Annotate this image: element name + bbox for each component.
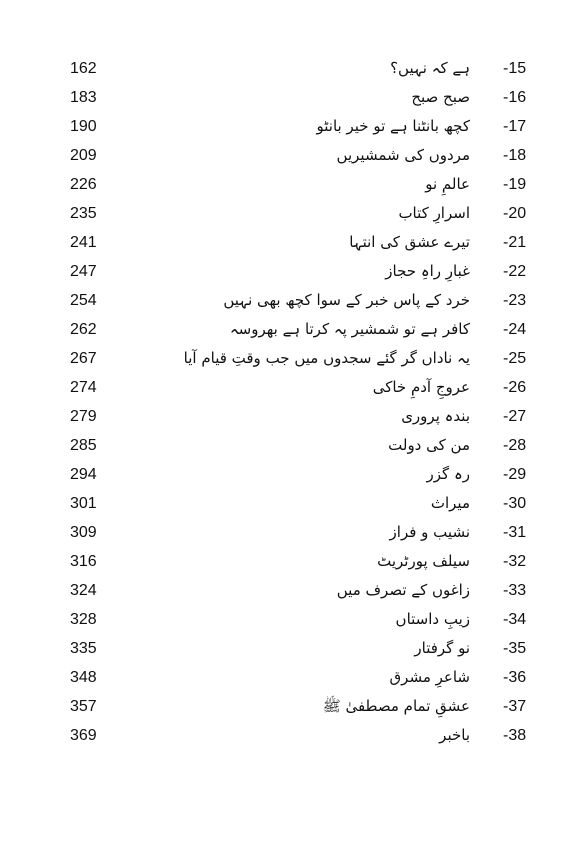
toc-row bbox=[0, 463, 584, 492]
toc-row bbox=[0, 289, 584, 318]
toc-entry-number: -38 bbox=[503, 727, 527, 744]
toc-entry-title: اسرارِ کتاب bbox=[398, 204, 470, 222]
toc-entry-number: -25 bbox=[503, 350, 527, 367]
toc-page-number: 267 bbox=[70, 350, 97, 367]
toc-row bbox=[0, 347, 584, 376]
toc-entry-number: -34 bbox=[503, 611, 527, 628]
toc-entry-number: -26 bbox=[503, 379, 527, 396]
toc-page-number: 309 bbox=[70, 524, 97, 541]
toc-page-number: 190 bbox=[70, 118, 97, 135]
toc-entry-title: زاغوں کے تصرف میں bbox=[336, 581, 470, 599]
toc-page-number: 241 bbox=[70, 234, 97, 251]
toc-row bbox=[0, 231, 584, 260]
toc-entry-number: -36 bbox=[503, 669, 527, 686]
toc-entry-number: -18 bbox=[503, 147, 527, 164]
toc-page-number: 254 bbox=[70, 292, 97, 309]
toc-page-number: 247 bbox=[70, 263, 97, 280]
toc-entry-title: رہ گزر bbox=[426, 465, 470, 483]
toc-entry-number: -30 bbox=[503, 495, 527, 512]
toc-entry-number: -31 bbox=[503, 524, 527, 541]
toc-entry-title: عشقِ تمام مصطفیٰ ﷺ bbox=[322, 697, 470, 715]
toc-row bbox=[0, 492, 584, 521]
toc-row bbox=[0, 57, 584, 86]
toc-entry-title: تیرے عشق کی انتہا bbox=[349, 233, 470, 251]
toc-entry-number: -37 bbox=[503, 698, 527, 715]
toc-entry-number: -35 bbox=[503, 640, 527, 657]
toc-page-number: 162 bbox=[70, 60, 97, 77]
toc-row bbox=[0, 260, 584, 289]
toc-row bbox=[0, 405, 584, 434]
toc-row bbox=[0, 579, 584, 608]
toc-page-number: 301 bbox=[70, 495, 97, 512]
toc-row bbox=[0, 318, 584, 347]
toc-entry-title: یہ ناداں گر گئے سجدوں میں جب وقتِ قیام آیا bbox=[183, 349, 470, 367]
toc-page-number: 183 bbox=[70, 89, 97, 106]
toc-entry-number: -32 bbox=[503, 553, 527, 570]
toc-entry-title: شاعرِ مشرق bbox=[389, 668, 470, 686]
toc-entry-title: مردوں کی شمشیریں bbox=[336, 146, 470, 164]
toc-entry-number: -22 bbox=[503, 263, 527, 280]
toc-entry-title: نو گرفتار bbox=[414, 639, 470, 657]
toc-row bbox=[0, 695, 584, 724]
toc-entry-title: کافر ہے تو شمشیر پہ کرتا ہے بھروسہ bbox=[229, 320, 470, 338]
toc-entry-title: ہے کہ نہیں؟ bbox=[390, 59, 470, 77]
toc-page-number: 335 bbox=[70, 640, 97, 657]
toc-row bbox=[0, 521, 584, 550]
toc-entry-title: عروجِ آدمِ خاکی bbox=[372, 378, 470, 396]
toc-entry-title: غبارِ راہِ حجاز bbox=[385, 262, 470, 280]
toc-page-number: 348 bbox=[70, 669, 97, 686]
toc-page-number: 285 bbox=[70, 437, 97, 454]
toc-page-number: 226 bbox=[70, 176, 97, 193]
toc-row bbox=[0, 202, 584, 231]
toc-entry-number: -20 bbox=[503, 205, 527, 222]
toc-page-number: 328 bbox=[70, 611, 97, 628]
toc-page-number: 324 bbox=[70, 582, 97, 599]
toc-entry-number: -27 bbox=[503, 408, 527, 425]
toc-entry-number: -21 bbox=[503, 234, 527, 251]
toc-entry-number: -17 bbox=[503, 118, 527, 135]
toc-row bbox=[0, 637, 584, 666]
toc-entry-title: کچھ بانٹنا ہے تو خیر بانٹو bbox=[316, 117, 470, 135]
toc-row bbox=[0, 144, 584, 173]
toc-entry-title: میراث bbox=[430, 494, 470, 512]
toc-row bbox=[0, 724, 584, 753]
toc-row bbox=[0, 550, 584, 579]
toc-entry-title: من کی دولت bbox=[388, 436, 470, 454]
toc-page-number: 209 bbox=[70, 147, 97, 164]
toc-entry-title: عالمِ نو bbox=[425, 175, 470, 193]
toc-entry-number: -28 bbox=[503, 437, 527, 454]
toc-entry-number: -33 bbox=[503, 582, 527, 599]
toc-row bbox=[0, 115, 584, 144]
toc-entry-title: سیلف پورٹریٹ bbox=[377, 552, 470, 570]
toc-row bbox=[0, 86, 584, 115]
toc-page-number: 262 bbox=[70, 321, 97, 338]
toc-row bbox=[0, 434, 584, 463]
toc-entry-title: صبح صبح bbox=[411, 88, 470, 106]
toc-page-number: 316 bbox=[70, 553, 97, 570]
toc-row bbox=[0, 608, 584, 637]
toc-row bbox=[0, 173, 584, 202]
toc-entry-number: -23 bbox=[503, 292, 527, 309]
toc-page-number: 235 bbox=[70, 205, 97, 222]
toc-row bbox=[0, 666, 584, 695]
toc-page-number: 294 bbox=[70, 466, 97, 483]
toc-entry-title: خرد کے پاس خبر کے سوا کچھ بھی نہیں bbox=[223, 291, 470, 309]
toc-entry-number: -19 bbox=[503, 176, 527, 193]
toc-page-number: 279 bbox=[70, 408, 97, 425]
toc-entry-title: بندہ پروری bbox=[401, 407, 470, 425]
toc-entry-title: زیبِ داستاں bbox=[395, 610, 470, 628]
toc-entry-number: -29 bbox=[503, 466, 527, 483]
toc-page-number: 369 bbox=[70, 727, 97, 744]
toc-entry-number: -15 bbox=[503, 60, 527, 77]
toc-entry-title: باخبر bbox=[439, 726, 470, 744]
toc-page-number: 274 bbox=[70, 379, 97, 396]
toc-entry-title: نشیب و فراز bbox=[389, 523, 470, 541]
toc-page-number: 357 bbox=[70, 698, 97, 715]
toc-entry-number: -24 bbox=[503, 321, 527, 338]
toc-row bbox=[0, 376, 584, 405]
toc-entry-number: -16 bbox=[503, 89, 527, 106]
table-of-contents bbox=[0, 57, 584, 753]
